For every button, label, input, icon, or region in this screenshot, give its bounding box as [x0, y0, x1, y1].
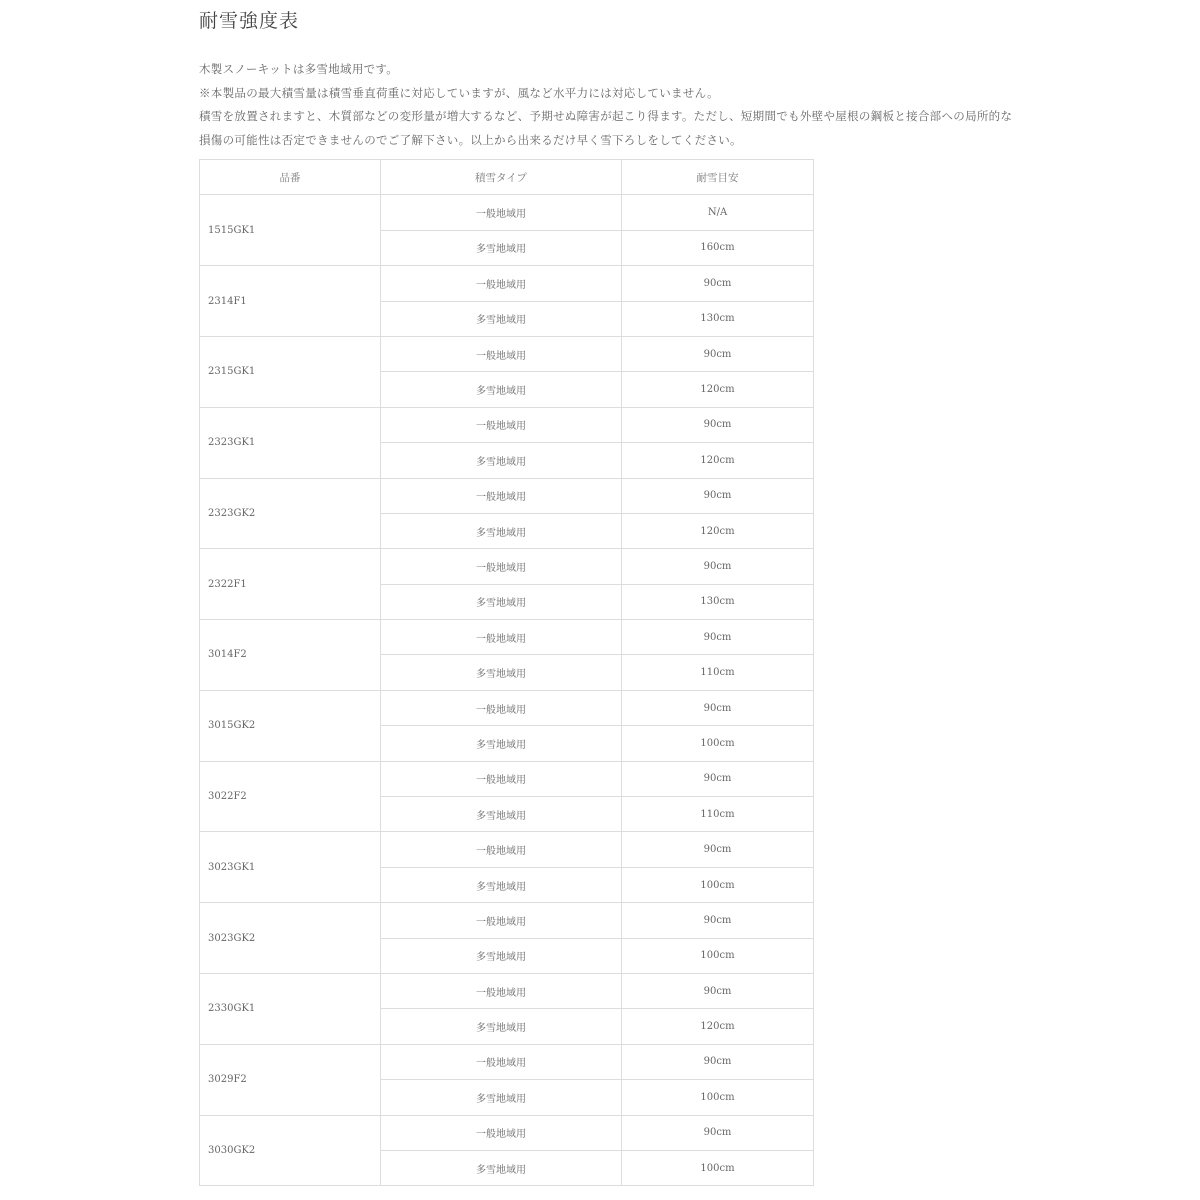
snow-depth-cell: 90cm	[622, 266, 814, 301]
snow-depth-cell: 100cm	[622, 938, 814, 973]
header-snow-depth: 耐雪目安	[622, 160, 814, 195]
snow-type-cell: 多雪地域用	[381, 1150, 622, 1185]
snow-type-cell: 多雪地域用	[381, 372, 622, 407]
model-cell: 2322F1	[200, 549, 381, 620]
snow-type-cell: 多雪地域用	[381, 301, 622, 336]
header-model: 品番	[200, 160, 381, 195]
snow-type-cell: 多雪地域用	[381, 655, 622, 690]
snow-depth-cell: 90cm	[622, 478, 814, 513]
snow-type-cell: 多雪地域用	[381, 513, 622, 548]
snow-type-cell: 多雪地域用	[381, 867, 622, 902]
table-row	[200, 832, 814, 867]
model-cell: 3030GK2	[200, 1115, 381, 1186]
snow-depth-cell: 90cm	[622, 1115, 814, 1150]
table-row	[200, 620, 814, 655]
note-line: 損傷の可能性は否定できませんのでご了解下さい。以上から出来るだけ早く雪下ろしをしてください。	[199, 132, 742, 147]
table-row	[200, 336, 814, 371]
table-row	[200, 1044, 814, 1079]
table-row	[200, 549, 814, 584]
snow-depth-cell: 90cm	[622, 336, 814, 371]
snow-type-cell: 一般地域用	[381, 407, 622, 442]
note-line: ※本製品の最大積雪量は積雪垂直荷重に対応していますが、風など水平力には対応していません。	[199, 85, 719, 100]
model-cell: 3014F2	[200, 620, 381, 691]
table-row	[200, 690, 814, 725]
snow-depth-cell: N/A	[622, 195, 814, 230]
table-row	[200, 761, 814, 796]
snow-depth-cell: 110cm	[622, 797, 814, 832]
model-cell: 3029F2	[200, 1044, 381, 1115]
model-cell: 2315GK1	[200, 336, 381, 407]
table-row	[200, 266, 814, 301]
snow-type-cell: 一般地域用	[381, 1044, 622, 1079]
snow-depth-cell: 110cm	[622, 655, 814, 690]
snow-type-cell: 一般地域用	[381, 973, 622, 1008]
snow-strength-table	[199, 159, 814, 1186]
snow-depth-cell: 120cm	[622, 513, 814, 548]
snow-depth-cell: 120cm	[622, 443, 814, 478]
table-row	[200, 407, 814, 442]
snow-type-cell: 一般地域用	[381, 903, 622, 938]
snow-type-cell: 多雪地域用	[381, 230, 622, 265]
notes-section	[199, 58, 1019, 152]
snow-depth-cell: 90cm	[622, 832, 814, 867]
snow-type-cell: 一般地域用	[381, 266, 622, 301]
snow-depth-cell: 90cm	[622, 620, 814, 655]
model-cell: 2323GK1	[200, 407, 381, 478]
page-title: 耐雪強度表	[199, 10, 300, 32]
model-cell: 2330GK1	[200, 973, 381, 1044]
snow-depth-cell: 130cm	[622, 301, 814, 336]
note-line: 積雪を放置されますと、木質部などの変形量が増大するなど、予期せぬ障害が起こり得ます。ただし、短期間でも外壁や屋根の鋼板と接合部への局所的な	[199, 109, 1013, 123]
table-row	[200, 1115, 814, 1150]
snow-type-cell: 一般地域用	[381, 1115, 622, 1150]
header-snow-type: 積雪タイプ	[381, 160, 622, 195]
model-cell: 3023GK1	[200, 832, 381, 903]
model-cell: 2314F1	[200, 266, 381, 337]
snow-type-cell: 多雪地域用	[381, 1080, 622, 1115]
snow-type-cell: 一般地域用	[381, 832, 622, 867]
snow-depth-cell: 100cm	[622, 726, 814, 761]
snow-depth-cell: 100cm	[622, 1080, 814, 1115]
snow-depth-cell: 100cm	[622, 867, 814, 902]
note-line: 木製スノーキットは多雪地域用です。	[199, 62, 399, 76]
table-row	[200, 973, 814, 1008]
table-header-row	[200, 160, 814, 195]
snow-depth-cell: 90cm	[622, 690, 814, 725]
table-body	[200, 195, 814, 1186]
snow-depth-cell: 90cm	[622, 903, 814, 938]
snow-type-cell: 一般地域用	[381, 690, 622, 725]
snow-depth-cell: 130cm	[622, 584, 814, 619]
snow-depth-cell: 100cm	[622, 1150, 814, 1185]
snow-type-cell: 多雪地域用	[381, 938, 622, 973]
snow-type-cell: 一般地域用	[381, 549, 622, 584]
snow-type-cell: 多雪地域用	[381, 1009, 622, 1044]
snow-type-cell: 一般地域用	[381, 336, 622, 371]
table-row	[200, 903, 814, 938]
snow-type-cell: 一般地域用	[381, 761, 622, 796]
table-row	[200, 478, 814, 513]
snow-depth-cell: 120cm	[622, 1009, 814, 1044]
model-cell: 1515GK1	[200, 195, 381, 266]
snow-depth-cell: 90cm	[622, 1044, 814, 1079]
snow-depth-cell: 90cm	[622, 761, 814, 796]
snow-type-cell: 一般地域用	[381, 195, 622, 230]
snow-type-cell: 一般地域用	[381, 478, 622, 513]
model-cell: 2323GK2	[200, 478, 381, 549]
model-cell: 3023GK2	[200, 903, 381, 974]
snow-depth-cell: 160cm	[622, 230, 814, 265]
snow-type-cell: 多雪地域用	[381, 797, 622, 832]
snow-depth-cell: 90cm	[622, 407, 814, 442]
table-row	[200, 195, 814, 230]
snow-depth-cell: 90cm	[622, 973, 814, 1008]
model-cell: 3015GK2	[200, 690, 381, 761]
snow-type-cell: 多雪地域用	[381, 443, 622, 478]
snow-depth-cell: 90cm	[622, 549, 814, 584]
snow-type-cell: 一般地域用	[381, 620, 622, 655]
snow-type-cell: 多雪地域用	[381, 726, 622, 761]
model-cell: 3022F2	[200, 761, 381, 832]
snow-type-cell: 多雪地域用	[381, 584, 622, 619]
snow-depth-cell: 120cm	[622, 372, 814, 407]
